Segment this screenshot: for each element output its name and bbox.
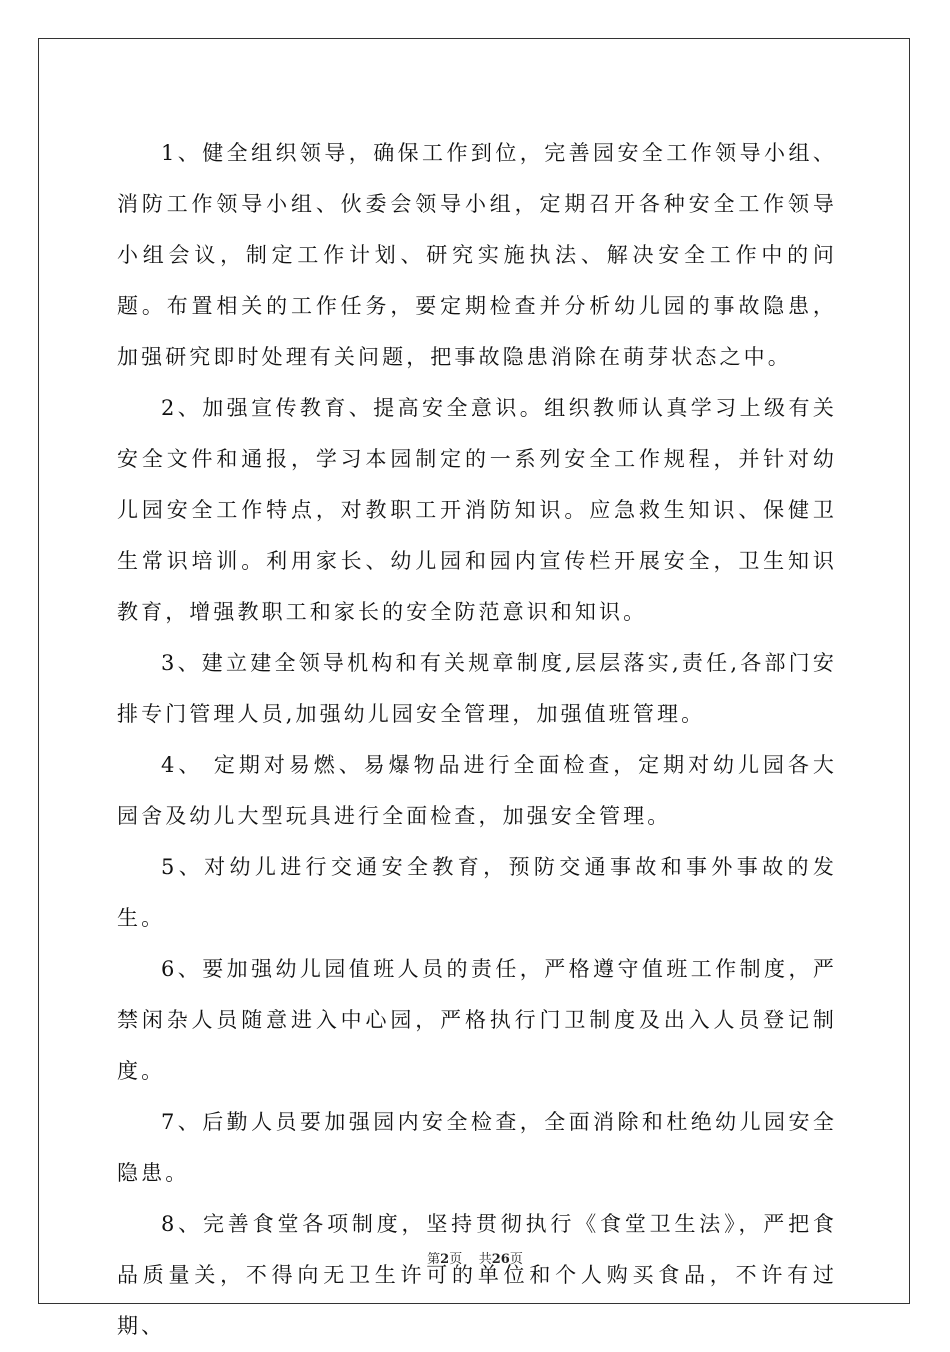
paragraph-2: 2、加强宣传教育、提高安全意识。组织教师认真学习上级有关安全文件和通报，学习本园制定的一系列安全工作规程，并针对幼儿园安全工作特点，对教职工开消防知识。应急救生知识、保健卫生常识培训。利用家长、幼儿园和园内宣传栏开展安全，卫生知识教育，增强教职工和家长的安全防范意识和知识。 — [117, 396, 837, 624]
footer-total-prefix: 共 — [478, 1252, 492, 1267]
current-page-number: 2 — [440, 1252, 450, 1267]
paragraph-5: 5、对幼儿进行交通安全教育，预防交通事故和事外事故的发生。 — [117, 855, 837, 930]
total-page-count: 26 — [491, 1252, 510, 1267]
paragraph-3: 3、建立建全领导机构和有关规章制度,层层落实,责任,各部门安排专门管理人员,加强幼儿园安全管理，加强值班管理。 — [117, 651, 837, 726]
paragraph-6: 6、要加强幼儿园值班人员的责任，严格遵守值班工作制度，严禁闲杂人员随意进入中心园，严格执行门卫制度及出入人员登记制度。 — [117, 957, 837, 1083]
footer-page-suffix: 页 — [449, 1252, 463, 1267]
paragraph-4: 4、 定期对易燃、易爆物品进行全面检查，定期对幼儿园各大园舍及幼儿大型玩具进行全面检查，加强安全管理。 — [117, 753, 837, 828]
page-number-footer — [0, 1248, 950, 1267]
paragraph-7: 7、后勤人员要加强园内安全检查，全面消除和杜绝幼儿园安全隐患。 — [117, 1110, 837, 1185]
document-body — [117, 128, 837, 1352]
footer-prefix: 第 — [427, 1252, 441, 1267]
footer-total-suffix: 页 — [509, 1252, 523, 1267]
paragraph-8: 8、完善食堂各项制度，坚持贯彻执行《食堂卫生法》，严把食品质量关，不得向无卫生许可的单位和个人购买食品，不许有过期、 — [117, 1212, 837, 1338]
paragraph-1: 1、健全组织领导，确保工作到位，完善园安全工作领导小组、消防工作领导小组、伙委会领导小组，定期召开各种安全工作领导小组会议，制定工作计划、研究实施执法、解决安全工作中的问题。布置相关的工作任务，要定期检查并分析幼儿园的事故隐患，加强研究即时处理有关问题，把事故隐患消除在萌芽状态之中。 — [117, 141, 837, 369]
